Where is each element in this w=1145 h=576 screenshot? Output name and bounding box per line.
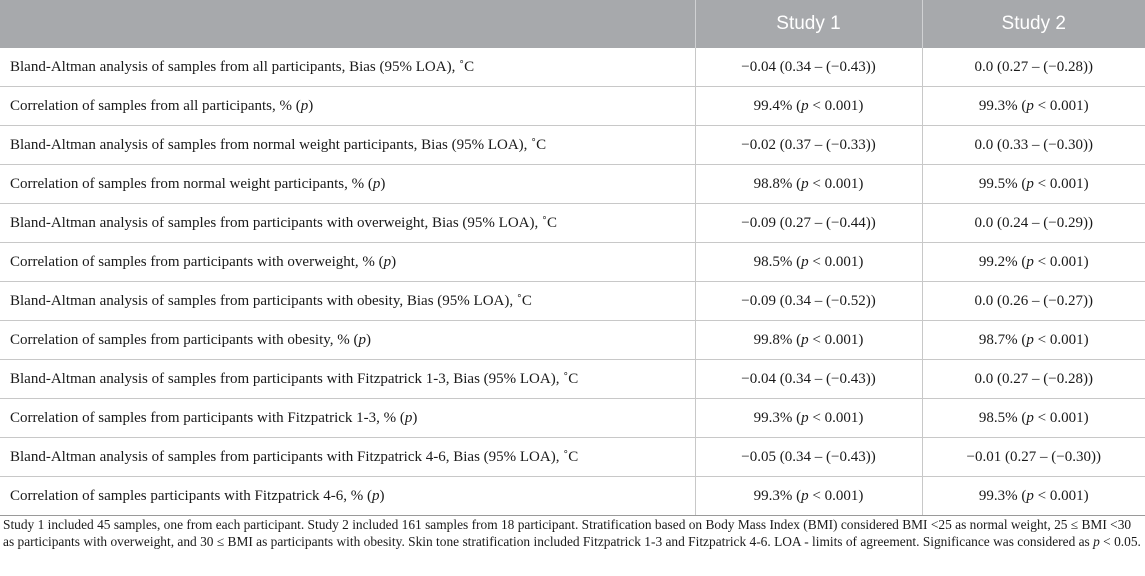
table-row <box>0 87 1145 126</box>
row-label <box>0 360 695 399</box>
row-label <box>0 165 695 204</box>
header-study-1: Study 1 <box>695 0 922 48</box>
study-1-value <box>695 438 922 477</box>
table-row <box>0 243 1145 282</box>
row-label-suffix: ) <box>412 409 418 426</box>
header-study-2: Study 2 <box>922 0 1145 48</box>
study-1-value <box>695 87 922 126</box>
study-1-value <box>695 282 922 321</box>
study-2-value <box>922 204 1145 243</box>
table-header <box>0 0 1145 48</box>
row-label-p-symbol: p <box>300 97 309 114</box>
study-2-p-symbol: p <box>1026 487 1034 504</box>
study-2-p-symbol: p <box>1026 97 1034 114</box>
study-2-value <box>922 438 1145 477</box>
study-1-p-value: < 0.001) <box>808 331 864 348</box>
row-label-text: Bland-Altman analysis of samples from all participants, Bias (95% LOA), ˚C <box>10 58 475 75</box>
study-1-value-text: 99.3% ( <box>753 409 802 426</box>
row-label-text: Correlation of samples participants with Fitzpatrick 4-6, % ( <box>10 487 372 504</box>
study-1-value-text: 98.8% ( <box>753 175 802 192</box>
row-label <box>0 477 695 516</box>
study-1-p-symbol: p <box>801 331 809 348</box>
study-1-value-text: 98.5% ( <box>753 253 802 270</box>
row-label <box>0 282 695 321</box>
study-2-value <box>922 321 1145 360</box>
row-label-text: Correlation of samples from participants with obesity, % ( <box>10 331 359 348</box>
study-1-p-value: < 0.001) <box>808 253 864 270</box>
study-2-value <box>922 399 1145 438</box>
study-2-value-text: 99.3% ( <box>978 97 1027 114</box>
study-2-value <box>922 165 1145 204</box>
study-2-value-text: 0.0 (0.33 – (−0.30)) <box>974 136 1093 153</box>
study-2-p-symbol: p <box>1026 253 1034 270</box>
row-label <box>0 321 695 360</box>
row-label-p-symbol: p <box>372 487 380 504</box>
study-1-value <box>695 399 922 438</box>
table-row <box>0 282 1145 321</box>
footnote-threshold: < 0.05. <box>1099 534 1141 549</box>
study-2-p-symbol: p <box>1026 409 1034 426</box>
study-2-value-text: 98.7% ( <box>978 331 1027 348</box>
table-row <box>0 48 1145 87</box>
study-1-p-symbol: p <box>801 175 809 192</box>
row-label-suffix: ) <box>379 487 385 504</box>
study-1-value <box>695 204 922 243</box>
table-row <box>0 126 1145 165</box>
study-1-value <box>695 360 922 399</box>
row-label <box>0 438 695 477</box>
row-label-text: Bland-Altman analysis of samples from participants with Fitzpatrick 1-3, Bias (95% LOA), ˚C <box>10 370 579 387</box>
row-label-suffix: ) <box>308 97 314 114</box>
study-1-value-text: −0.09 (0.34 – (−0.52)) <box>741 292 876 309</box>
study-1-value-text: 99.8% ( <box>753 331 802 348</box>
study-2-value <box>922 87 1145 126</box>
row-label <box>0 399 695 438</box>
table-footnote <box>3 516 1141 550</box>
footnote-p-symbol: p <box>1093 534 1100 549</box>
table-row <box>0 204 1145 243</box>
table-row <box>0 360 1145 399</box>
study-2-p-symbol: p <box>1026 175 1034 192</box>
study-1-value-text: −0.04 (0.34 – (−0.43)) <box>741 370 876 387</box>
row-label-p-symbol: p <box>383 253 392 270</box>
row-label-p-symbol: p <box>404 409 413 426</box>
study-2-value <box>922 126 1145 165</box>
study-1-p-symbol: p <box>801 97 809 114</box>
table-row <box>0 165 1145 204</box>
study-1-value-text: 99.3% ( <box>753 487 802 504</box>
study-2-value-text: 98.5% ( <box>978 409 1027 426</box>
header-label-column <box>0 0 695 48</box>
study-1-value <box>695 477 922 516</box>
row-label <box>0 87 695 126</box>
row-label <box>0 126 695 165</box>
study-2-value <box>922 243 1145 282</box>
study-1-p-value: < 0.001) <box>808 97 864 114</box>
study-2-p-value: < 0.001) <box>1033 253 1089 270</box>
header-row <box>0 0 1145 48</box>
study-2-value-text: 99.5% ( <box>978 175 1027 192</box>
study-1-p-symbol: p <box>801 487 809 504</box>
study-2-value-text: −0.01 (0.27 – (−0.30)) <box>966 448 1101 465</box>
row-label <box>0 243 695 282</box>
study-2-value <box>922 360 1145 399</box>
row-label-p-symbol: p <box>372 175 381 192</box>
study-2-p-value: < 0.001) <box>1033 409 1089 426</box>
table-body <box>0 48 1145 516</box>
footnote-text: Study 1 included 45 samples, one from each participant. Study 2 included 161 samples from 18 participant. Stratification based on Body Mass Index (BMI) considered BMI <25 as normal weight, 25 ≤ BMI <30 as participants with overweight, and 30 ≤ BMI as participants with obesity. Skin tone stratification included Fitzpatrick 1-3 and Fitzpatrick 4-6. LOA - limits of agreement. Significance was considered as <box>3 517 1132 549</box>
row-label-suffix: ) <box>380 175 386 192</box>
row-label-text: Correlation of samples from normal weight participants, % ( <box>10 175 373 192</box>
study-2-value <box>922 477 1145 516</box>
row-label-text: Bland-Altman analysis of samples from participants with obesity, Bias (95% LOA), ˚C <box>10 292 532 309</box>
study-2-p-value: < 0.001) <box>1033 487 1089 504</box>
study-1-p-value: < 0.001) <box>808 487 864 504</box>
table-row <box>0 399 1145 438</box>
study-1-value <box>695 48 922 87</box>
study-2-value <box>922 48 1145 87</box>
row-label-text: Bland-Altman analysis of samples from participants with overweight, Bias (95% LOA), ˚C <box>10 214 557 231</box>
table-row <box>0 477 1145 516</box>
study-1-value <box>695 126 922 165</box>
study-2-p-value: < 0.001) <box>1033 331 1089 348</box>
row-label <box>0 48 695 87</box>
study-1-value <box>695 165 922 204</box>
study-1-p-symbol: p <box>801 409 809 426</box>
row-label-text: Bland-Altman analysis of samples from normal weight participants, Bias (95% LOA), ˚C <box>10 136 547 153</box>
row-label-suffix: ) <box>391 253 397 270</box>
row-label-suffix: ) <box>366 331 372 348</box>
study-1-value-text: −0.02 (0.37 – (−0.33)) <box>741 136 876 153</box>
study-1-p-symbol: p <box>801 253 809 270</box>
study-1-p-value: < 0.001) <box>808 409 864 426</box>
row-label-text: Bland-Altman analysis of samples from participants with Fitzpatrick 4-6, Bias (95% LOA), ˚C <box>10 448 579 465</box>
row-label-text: Correlation of samples from all participants, % ( <box>10 97 301 114</box>
table-row <box>0 321 1145 360</box>
study-1-value-text: −0.09 (0.27 – (−0.44)) <box>741 214 876 231</box>
study-2-p-value: < 0.001) <box>1033 175 1089 192</box>
study-2-value-text: 99.2% ( <box>978 253 1027 270</box>
row-label-p-symbol: p <box>358 331 367 348</box>
study-1-value-text: −0.05 (0.34 – (−0.43)) <box>741 448 876 465</box>
row-label <box>0 204 695 243</box>
row-label-text: Correlation of samples from participants with Fitzpatrick 1-3, % ( <box>10 409 405 426</box>
study-2-value-text: 0.0 (0.27 – (−0.28)) <box>974 58 1093 75</box>
study-1-value-text: 99.4% ( <box>753 97 802 114</box>
table-row <box>0 438 1145 477</box>
study-2-value <box>922 282 1145 321</box>
study-2-value-text: 0.0 (0.26 – (−0.27)) <box>974 292 1093 309</box>
study-2-p-value: < 0.001) <box>1033 97 1089 114</box>
study-1-value <box>695 243 922 282</box>
row-label-text: Correlation of samples from participants with overweight, % ( <box>10 253 384 270</box>
study-2-value-text: 0.0 (0.27 – (−0.28)) <box>974 370 1093 387</box>
study-1-p-value: < 0.001) <box>808 175 864 192</box>
study-1-value <box>695 321 922 360</box>
study-2-p-symbol: p <box>1026 331 1034 348</box>
study-1-value-text: −0.04 (0.34 – (−0.43)) <box>741 58 876 75</box>
study-2-value-text: 99.3% ( <box>978 487 1027 504</box>
study-2-value-text: 0.0 (0.24 – (−0.29)) <box>974 214 1093 231</box>
